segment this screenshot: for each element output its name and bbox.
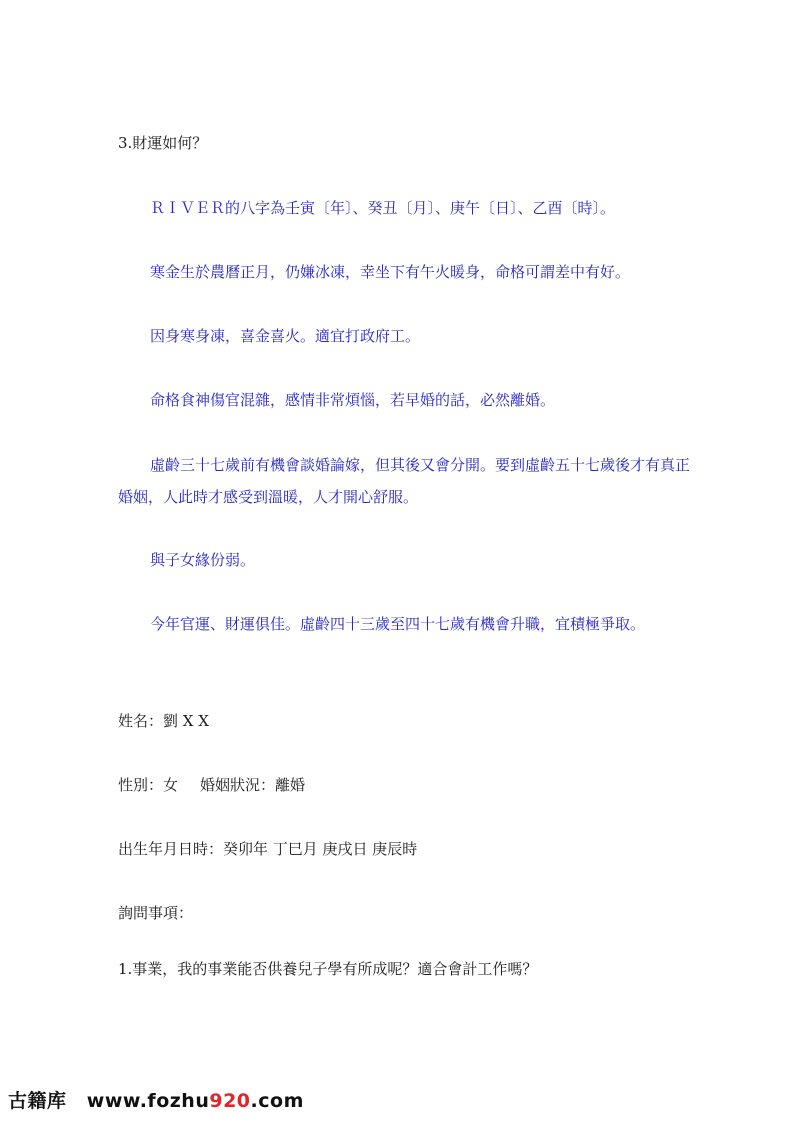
gender-label: 性別：女	[118, 776, 179, 794]
paragraph-marriage: 虛齡三十七歲前有機會談婚論嫁，但其後又會分開。要到虛齡五十七歲後才有真正婚姻，人此時才感受到溫暖，人才開心舒服。	[118, 456, 691, 506]
section-heading: 3.財運如何？	[118, 134, 208, 152]
name-line: 姓名：劉 X X	[118, 712, 209, 730]
birth-line: 出生年月日時：癸卯年 丁巳月 庚戌日 庚辰時	[118, 840, 418, 858]
footer-url-number: 920	[209, 1090, 251, 1112]
footer-url-prefix: www.fozhu	[86, 1090, 210, 1112]
paragraph-cold-metal: 寒金生於農曆正月，仍嫌冰凍，幸坐下有午火暖身，命格可謂差中有好。	[150, 263, 631, 281]
paragraph-career: 今年官運、財運俱佳。虛齡四十三歲至四十七歲有機會升職，宜積極爭取。	[150, 615, 646, 633]
marital-status-label: 婚姻狀況：離婚	[200, 776, 306, 794]
footer-watermark	[8, 1086, 304, 1113]
paragraph-children: 與子女緣份弱。	[150, 551, 256, 569]
paragraph-favorable: 因身寒身凍，喜金喜火。適宜打政府工。	[150, 327, 421, 345]
footer-brand: 古籍库	[8, 1090, 67, 1112]
paragraph-bazi: ＲＩＶＥＲ的八字為壬寅〔年〕、癸丑〔月〕、庚午〔日〕、乙酉〔時〕。	[150, 199, 616, 217]
gender-marital-line	[118, 770, 693, 800]
inquiry-label: 詢問事項：	[118, 904, 194, 922]
footer-url-suffix: .com	[250, 1090, 304, 1112]
question-1: 1.事業，我的事業能否供養兒子學有所成呢？適合會計工作嗎？	[118, 960, 538, 978]
paragraph-relationship: 命格食神傷官混雜，感情非常煩惱，若早婚的話，必然離婚。	[150, 391, 556, 409]
